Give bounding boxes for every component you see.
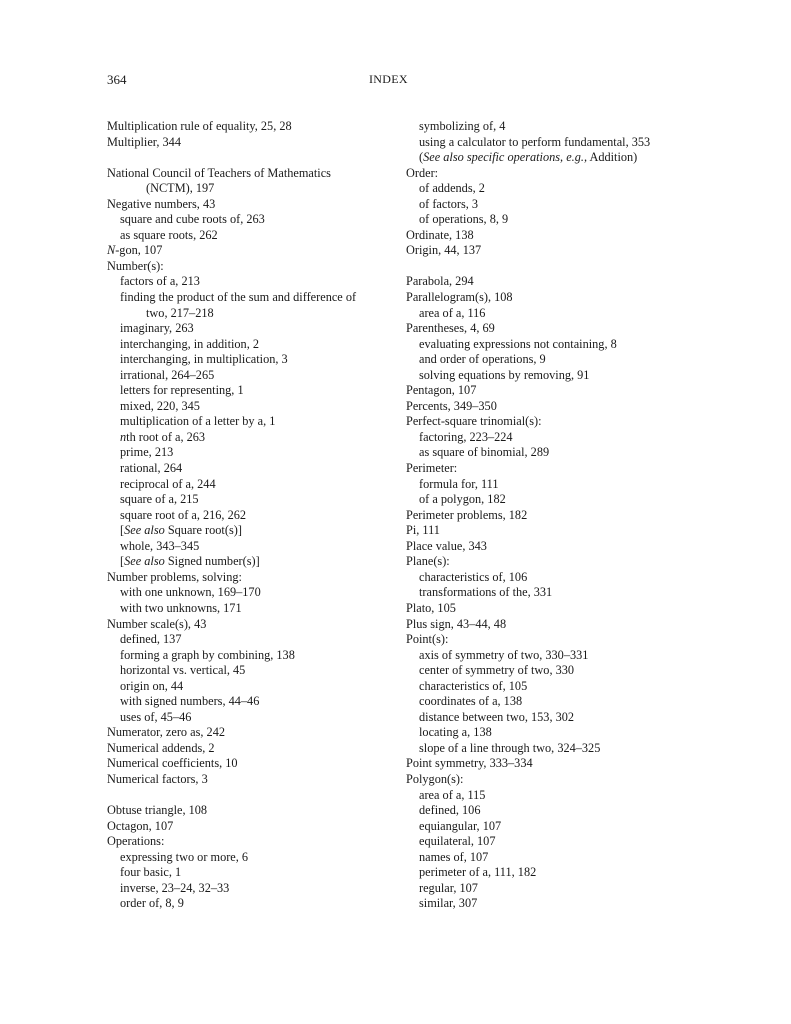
entry-text: with one unknown, 169–170 xyxy=(120,585,261,600)
index-subentry xyxy=(406,663,706,679)
entry-text: expressing two or more, 6 xyxy=(120,849,249,864)
index-entry xyxy=(406,399,706,415)
index-subentry xyxy=(107,290,397,306)
entry-text: th root of a, 263 xyxy=(126,429,206,444)
index-entry xyxy=(406,228,706,244)
entry-text: Addition) xyxy=(587,150,638,165)
entry-text: axis of symmetry of two, 330–331 xyxy=(419,647,589,662)
entry-text: with two unknowns, 171 xyxy=(120,600,242,615)
entry-text: and order of operations, 9 xyxy=(419,352,546,367)
index-subentry xyxy=(406,585,706,601)
entry-text: Plato, 105 xyxy=(406,600,456,615)
index-column-left xyxy=(107,119,397,912)
running-head: INDEX xyxy=(369,72,408,86)
entry-text: whole, 343–345 xyxy=(120,538,200,553)
entry-text: transformations of the, 331 xyxy=(419,585,553,600)
index-entry xyxy=(406,414,706,430)
index-entry xyxy=(107,741,397,757)
index-subentry xyxy=(406,430,706,446)
index-subentry xyxy=(107,585,397,601)
index-subentry xyxy=(107,663,397,679)
entry-text: Obtuse triangle, 108 xyxy=(107,803,208,818)
entry-text: National Council of Teachers of Mathematics xyxy=(107,165,331,180)
index-gap xyxy=(107,150,397,166)
entry-text: square of a, 215 xyxy=(120,492,199,507)
index-subentry xyxy=(107,865,397,881)
entry-text: -gon, 107 xyxy=(115,243,163,258)
page-number: 364 xyxy=(107,72,127,87)
index-entry xyxy=(107,772,397,788)
index-subentry xyxy=(406,135,706,151)
entry-text: Origin, 44, 137 xyxy=(406,243,482,258)
index-subentry xyxy=(107,383,397,399)
index-subentry xyxy=(107,352,397,368)
index-subentry xyxy=(406,896,706,912)
entry-text: Point symmetry, 333–334 xyxy=(406,756,533,771)
entry-text: solving equations by removing, 91 xyxy=(419,367,590,382)
index-subentry xyxy=(107,694,397,710)
index-subentry xyxy=(406,834,706,850)
entry-text: Operations: xyxy=(107,834,165,849)
index-subentry xyxy=(107,601,397,617)
entry-text: of factors, 3 xyxy=(419,196,479,211)
index-subentry xyxy=(107,648,397,664)
index-entry xyxy=(107,243,397,259)
entry-text: center of symmetry of two, 330 xyxy=(419,663,575,678)
entry-text: four basic, 1 xyxy=(120,865,182,880)
index-subentry xyxy=(107,679,397,695)
entry-text: characteristics of, 106 xyxy=(419,569,528,584)
index-subentry xyxy=(406,181,706,197)
index-gap xyxy=(107,788,397,804)
index-subentry xyxy=(107,508,397,524)
entry-text: forming a graph by combining, 138 xyxy=(120,647,295,662)
entry-text: coordinates of a, 138 xyxy=(419,694,523,709)
entry-text: square root of a, 216, 262 xyxy=(120,507,247,522)
index-entry xyxy=(107,834,397,850)
index-entry xyxy=(107,570,397,586)
index-entry xyxy=(406,166,706,182)
index-entry xyxy=(406,523,706,539)
entry-text: mixed, 220, 345 xyxy=(120,398,200,413)
entry-text: as square of binomial, 289 xyxy=(419,445,550,460)
index-subentry xyxy=(107,306,397,322)
entry-text: (NCTM), 197 xyxy=(146,181,215,196)
index-subentry xyxy=(107,445,397,461)
index-entry xyxy=(107,135,397,151)
entry-text: Octagon, 107 xyxy=(107,818,174,833)
entry-text: interchanging, in addition, 2 xyxy=(120,336,259,351)
entry-text: Number(s): xyxy=(107,258,164,273)
entry-text: order of, 8, 9 xyxy=(120,896,184,911)
index-entry xyxy=(406,617,706,633)
index-subentry xyxy=(406,212,706,228)
index-entry xyxy=(406,756,706,772)
entry-italic: See also specific operations, e.g., xyxy=(423,150,588,165)
index-subentry xyxy=(107,228,397,244)
index-entry xyxy=(107,617,397,633)
index-subentry xyxy=(107,896,397,912)
index-entry xyxy=(107,725,397,741)
entry-text: Parentheses, 4, 69 xyxy=(406,321,495,336)
entry-text: imaginary, 263 xyxy=(120,321,194,336)
entry-text: Negative numbers, 43 xyxy=(107,196,216,211)
entry-prefix: [ xyxy=(120,554,125,569)
index-subentry xyxy=(406,306,706,322)
entry-text: finding the product of the sum and difference of xyxy=(120,290,357,305)
entry-text: perimeter of a, 111, 182 xyxy=(419,865,537,880)
index-subentry xyxy=(406,710,706,726)
index-subentry xyxy=(107,430,397,446)
entry-text: Parallelogram(s), 108 xyxy=(406,290,513,305)
index-subentry xyxy=(107,414,397,430)
entry-text: Square root(s)] xyxy=(164,523,242,538)
index-entry xyxy=(406,321,706,337)
entry-text: prime, 213 xyxy=(120,445,174,460)
entry-text: formula for, 111 xyxy=(419,476,499,491)
entry-text: equilateral, 107 xyxy=(419,834,496,849)
entry-text: Pi, 111 xyxy=(406,523,440,538)
entry-text: of a polygon, 182 xyxy=(419,492,506,507)
index-subentry xyxy=(107,554,397,570)
entry-text: using a calculator to perform fundamental, 353 xyxy=(419,134,651,149)
index-subentry xyxy=(406,865,706,881)
entry-text: Number scale(s), 43 xyxy=(107,616,207,631)
index-entry xyxy=(406,601,706,617)
entry-text: Point(s): xyxy=(406,632,449,647)
index-entry xyxy=(406,772,706,788)
index-subentry xyxy=(107,212,397,228)
entry-text: factors of a, 213 xyxy=(120,274,200,289)
index-subentry xyxy=(406,725,706,741)
index-subentry xyxy=(107,274,397,290)
index-subentry xyxy=(406,119,706,135)
entry-text: defined, 106 xyxy=(419,803,481,818)
index-entry xyxy=(406,554,706,570)
entry-text: horizontal vs. vertical, 45 xyxy=(120,663,246,678)
index-subentry xyxy=(406,679,706,695)
index-subentry xyxy=(406,368,706,384)
entry-text: locating a, 138 xyxy=(419,725,492,740)
entry-text: defined, 137 xyxy=(120,632,182,647)
index-subentry xyxy=(107,492,397,508)
index-subentry xyxy=(406,788,706,804)
index-subentry xyxy=(107,710,397,726)
entry-text: Plus sign, 43–44, 48 xyxy=(406,616,507,631)
index-entry xyxy=(107,259,397,275)
entry-prefix: ( xyxy=(419,150,424,165)
entry-text: irrational, 264–265 xyxy=(120,367,215,382)
entry-text: square and cube roots of, 263 xyxy=(120,212,265,227)
entry-text: letters for representing, 1 xyxy=(120,383,244,398)
index-entry xyxy=(406,539,706,555)
index-subentry xyxy=(406,445,706,461)
entry-text: Pentagon, 107 xyxy=(406,383,477,398)
index-subentry xyxy=(107,321,397,337)
entry-text: Perfect-square trinomial(s): xyxy=(406,414,542,429)
index-entry xyxy=(107,819,397,835)
entry-text: equiangular, 107 xyxy=(419,818,502,833)
entry-text: reciprocal of a, 244 xyxy=(120,476,216,491)
index-subentry xyxy=(406,150,706,166)
index-subentry xyxy=(406,881,706,897)
entry-text: Multiplier, 344 xyxy=(107,134,181,149)
entry-text: interchanging, in multiplication, 3 xyxy=(120,352,288,367)
index-subentry xyxy=(406,352,706,368)
index-entry xyxy=(107,803,397,819)
entry-text: Plane(s): xyxy=(406,554,450,569)
index-subentry xyxy=(107,399,397,415)
entry-text: Signed number(s)] xyxy=(164,554,260,569)
index-subentry xyxy=(107,368,397,384)
entry-text: names of, 107 xyxy=(419,849,489,864)
entry-text: symbolizing of, 4 xyxy=(419,119,506,133)
entry-italic: n xyxy=(120,429,127,444)
index-subentry xyxy=(107,632,397,648)
entry-text: Order: xyxy=(406,165,439,180)
entry-italic: N xyxy=(107,243,116,258)
entry-text: inverse, 23–24, 32–33 xyxy=(120,880,230,895)
index-subentry xyxy=(107,337,397,353)
index-subentry xyxy=(107,181,397,197)
entry-text: regular, 107 xyxy=(419,880,478,895)
index-subentry xyxy=(406,648,706,664)
entry-text: two, 217–218 xyxy=(146,305,214,320)
entry-text: area of a, 115 xyxy=(419,787,486,802)
entry-text: uses of, 45–46 xyxy=(120,709,192,724)
index-entry xyxy=(406,383,706,399)
entry-text: Ordinate, 138 xyxy=(406,227,474,242)
entry-text: Perimeter: xyxy=(406,461,458,476)
index-subentry xyxy=(107,477,397,493)
entry-italic: See also xyxy=(124,523,165,538)
entry-text: Number problems, solving: xyxy=(107,569,242,584)
entry-text: Polygon(s): xyxy=(406,771,464,786)
index-entry xyxy=(107,166,397,182)
entry-text: Numerical coefficients, 10 xyxy=(107,756,238,771)
index-subentry xyxy=(406,694,706,710)
entry-text: distance between two, 153, 302 xyxy=(419,709,575,724)
index-subentry xyxy=(406,197,706,213)
index-gap xyxy=(406,259,706,275)
index-entry xyxy=(406,274,706,290)
entry-text: Numerator, zero as, 242 xyxy=(107,725,225,740)
entry-text: Multiplication rule of equality, 25, 28 xyxy=(107,119,292,133)
entry-text: characteristics of, 105 xyxy=(419,678,528,693)
index-subentry xyxy=(107,850,397,866)
index-entry xyxy=(406,508,706,524)
entry-text: factoring, 223–224 xyxy=(419,429,513,444)
index-entry xyxy=(406,461,706,477)
entry-text: area of a, 116 xyxy=(419,305,486,320)
entry-text: Percents, 349–350 xyxy=(406,398,497,413)
index-subentry xyxy=(107,539,397,555)
index-subentry xyxy=(406,850,706,866)
index-subentry xyxy=(107,523,397,539)
entry-text: origin on, 44 xyxy=(120,678,184,693)
index-subentry xyxy=(406,337,706,353)
index-column-right xyxy=(406,119,706,912)
entry-text: evaluating expressions not containing, 8 xyxy=(419,336,617,351)
entry-prefix: [ xyxy=(120,523,125,538)
index-entry xyxy=(406,243,706,259)
entry-text: multiplication of a letter by a, 1 xyxy=(120,414,276,429)
index-subentry xyxy=(406,492,706,508)
entry-text: Perimeter problems, 182 xyxy=(406,507,528,522)
entry-text: similar, 307 xyxy=(419,896,478,911)
index-entry xyxy=(107,197,397,213)
entry-text: slope of a line through two, 324–325 xyxy=(419,740,601,755)
entry-italic: See also xyxy=(124,554,165,569)
index-subentry xyxy=(107,881,397,897)
entry-text: Parabola, 294 xyxy=(406,274,474,289)
index-subentry xyxy=(406,819,706,835)
index-subentry xyxy=(406,741,706,757)
index-subentry xyxy=(406,803,706,819)
entry-text: rational, 264 xyxy=(120,461,183,476)
index-subentry xyxy=(107,461,397,477)
index-entry xyxy=(406,290,706,306)
index-entry xyxy=(107,756,397,772)
entry-text: of addends, 2 xyxy=(419,181,485,196)
entry-text: as square roots, 262 xyxy=(120,227,218,242)
index-subentry xyxy=(406,477,706,493)
entry-text: of operations, 8, 9 xyxy=(419,212,509,227)
entry-text: Numerical addends, 2 xyxy=(107,740,215,755)
entry-text: Place value, 343 xyxy=(406,538,487,553)
entry-text: with signed numbers, 44–46 xyxy=(120,694,260,709)
index-subentry xyxy=(406,570,706,586)
index-entry xyxy=(107,119,397,135)
entry-text: Numerical factors, 3 xyxy=(107,771,208,786)
index-entry xyxy=(406,632,706,648)
